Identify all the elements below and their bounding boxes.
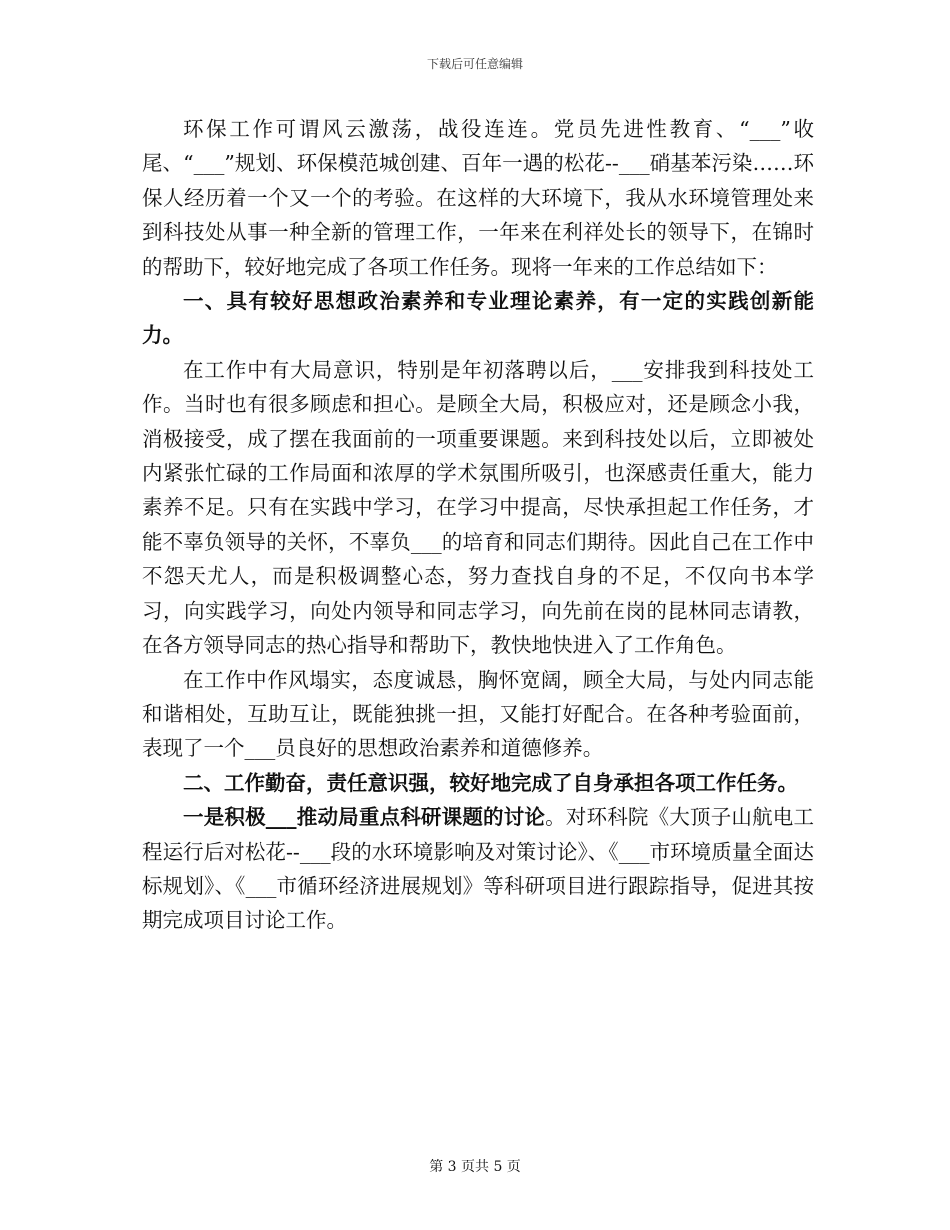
paragraph-body-2: 在工作中作风塌实，态度诚恳，胸怀宽阔，顾全大局，与处内同志能和谐相处，互助互让，既能独挑一担，又能打好配合。在各种考验面前，表现了一个___员良好的思想政治素养和道德修养。	[142, 667, 814, 761]
document-body	[142, 112, 814, 938]
paragraph-body-3-text: 。对环科院《大顶子山航电工程运行后对松花--___段的水环境影响及对策讨论》、《___市环境质量全面达标规划》、《___市循环经济进展规划》等科研项目进行跟踪指导，促进其按期完成项目讨论工作。	[142, 805, 815, 933]
paragraph-body-1: 在工作中有大局意识，特别是年初落聘以后，___安排我到科技处工作。当时也有很多顾虑和担心。是顾全大局，积极应对，还是顾念小我，消极接受，成了摆在我面前的一项重要课题。来到科技处以后，立即被处内紧张忙碌的工作局面和浓厚的学术氛围所吸引，也深感责任重大，能力素养不足。只有在实践中学习，在学习中提高，尽快承担起工作任务，才能不辜负领导的关怀，不辜负___的培育和同志们期待。因此自己在工作中不怨天尤人，而是积极调整心态，努力查找自身的不足，不仅向书本学习，向实践学习，向处内领导和同志学习，向先前在岗的昆林同志请教，在各方领导同志的热心指导和帮助下，教快地快进入了工作角色。	[142, 357, 814, 658]
paragraph-intro: 环保工作可谓风云激荡，战役连连。党员先进性教育、“___”收尾、“___”规划、环保模范城创建、百年一遇的松花--___硝基苯污染……环保人经历着一个又一个的考验。在这样的大环境下，我从水环境管理处来到科技处从事一种全新的管理工作，一年来在利祥处长的领导下，在锦时的帮助下，较好地完成了各项工作任务。现将一年来的工作总结如下：	[142, 117, 814, 279]
page-footer: 第 3 页共 5 页	[429, 1159, 521, 1175]
page-header: 下载后可任意编辑	[426, 57, 523, 71]
section-heading-1: 一、具有较好思想政治素养和专业理论素养，有一定的实践创新能力。	[142, 289, 814, 348]
section-heading-2: 二、工作勤奋，责任意识强，较好地完成了自身承担各项工作任务。	[183, 770, 798, 795]
paragraph-lead-bold: 一是积极___推动局重点科研课题的讨论	[183, 805, 546, 830]
paragraph-body-3	[142, 800, 814, 938]
